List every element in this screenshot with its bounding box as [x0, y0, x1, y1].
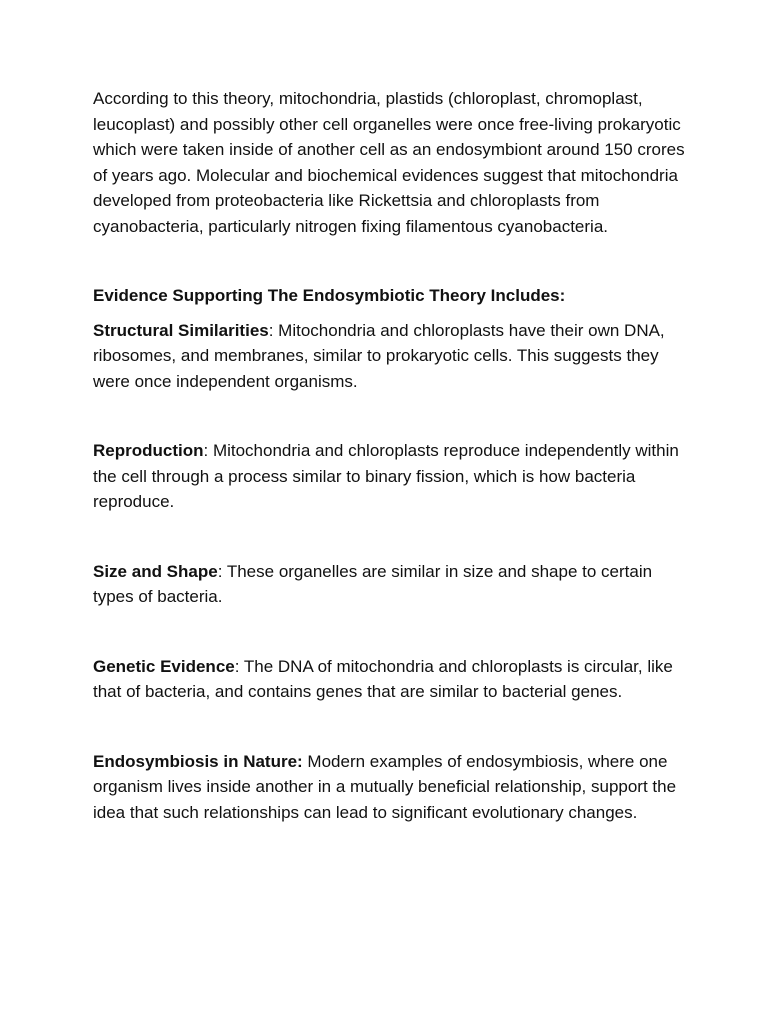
evidence-genetic-evidence [93, 654, 693, 705]
evidence-term: Structural Similarities [93, 320, 269, 340]
section-heading: Evidence Supporting The Endosymbiotic Theory Includes: [93, 286, 566, 305]
evidence-reproduction [93, 438, 693, 515]
document-page [93, 86, 693, 825]
evidence-text: : Mitochondria and chloroplasts have their own DNA, ribosomes, and membranes, similar to prokaryotic cells. This suggests they were once independent organisms. [93, 320, 665, 391]
evidence-text: : The DNA of mitochondria and chloroplasts is circular, like that of bacteria, and contains genes that are similar to bacterial genes. [93, 656, 673, 701]
evidence-text: : Mitochondria and chloroplasts reproduce independently within the cell through a process similar to binary fission, which is how bacteria reproduce. [93, 441, 679, 511]
evidence-size-and-shape [93, 559, 693, 610]
evidence-term: Genetic Evidence [93, 656, 235, 676]
intro-paragraph: According to this theory, mitochondria, plastids (chloroplast, chromoplast, leucoplast) and possibly other cell organelles were once free-living prokaryotic which were taken inside of another cell as an endosymbiont around 150 crores of years ago. Molecular and biochemical evidences suggest that mitochondria developed from proteobacteria like Rickettsia and chloroplasts from cyanobacteria, particularly nitrogen fixing filamentous cyanobacteria. [93, 89, 685, 236]
evidence-structural-similarities [93, 318, 693, 395]
evidence-term: Endosymbiosis in Nature: [93, 751, 303, 771]
evidence-text: : These organelles are similar in size and shape to certain types of bacteria. [93, 561, 653, 606]
evidence-text: Modern examples of endosymbiosis, where one organism lives inside another in a mutually beneficial relationship, support the idea that such relationships can lead to significant evolutionary changes. [93, 751, 677, 822]
evidence-endosymbiosis-in-nature [93, 749, 693, 826]
evidence-term: Size and Shape [93, 561, 218, 581]
evidence-term: Reproduction [93, 441, 204, 460]
